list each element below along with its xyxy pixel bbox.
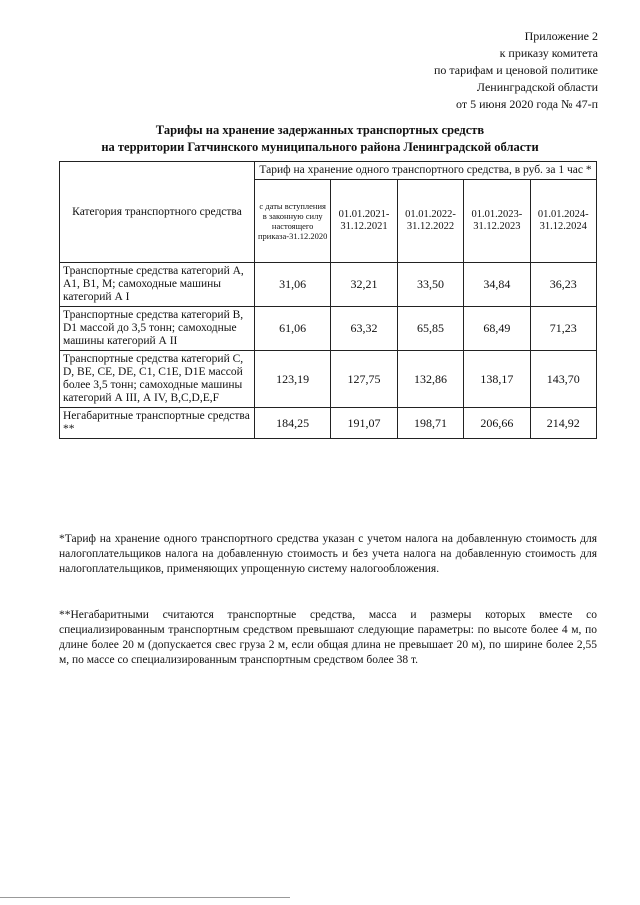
tariff-cell: 191,07 [331,408,397,439]
category-cell: Транспортные средства категорий А, А1, В1, М; самоходные машины категорий А I [60,263,255,307]
period-header: 01.01.2022-31.12.2022 [397,180,463,263]
tariff-cell: 214,92 [530,408,596,439]
category-cell: Негабаритные транспортные средства ** [60,408,255,439]
tariff-cell: 184,25 [255,408,331,439]
footnote-vat: *Тариф на хранение одного транспортного средства указан с учетом налога на добавленную стоимость для налогоплательщиков налога на добавленную стоимость и без учета налога на добавленную стоимость для налогоплательщиков, применяющих упрощенную систему налогообложения. [59,532,597,575]
appendix-line: от 5 июня 2020 года № 47-п [456,97,598,111]
appendix-header [398,28,598,113]
category-cell: Транспортные средства категорий С, D, ВЕ, СЕ, DE, С1, С1Е, D1E массой более 3,5 тонн; самоходные машины категорий А III, А IV, В,С,D,Е,F [60,351,255,408]
tariff-cell: 61,06 [255,307,331,351]
appendix-line: Ленинградской области [476,80,598,94]
period-header: с даты вступления в законную силу настоящего приказа-31.12.2020 [255,180,331,263]
tariff-cell: 198,71 [397,408,463,439]
tariff-cell: 123,19 [255,351,331,408]
tariff-cell: 206,66 [464,408,530,439]
period-header: 01.01.2024-31.12.2024 [530,180,596,263]
table-row [60,408,597,439]
tariff-column-header: Тариф на хранение одного транспортного средства, в руб. за 1 час * [255,162,597,180]
table-row [60,307,597,351]
tariff-cell: 71,23 [530,307,596,351]
tariff-cell: 34,84 [464,263,530,307]
tariff-cell: 65,85 [397,307,463,351]
period-header: 01.01.2021-31.12.2021 [331,180,397,263]
tariff-cell: 33,50 [397,263,463,307]
tariff-cell: 31,06 [255,263,331,307]
tariff-cell: 127,75 [331,351,397,408]
tariff-cell: 68,49 [464,307,530,351]
document-title [70,122,570,156]
table-row [60,263,597,307]
period-header: 01.01.2023-31.12.2023 [464,180,530,263]
tariff-cell: 138,17 [464,351,530,408]
tariff-table [59,161,597,439]
tariff-cell: 32,21 [331,263,397,307]
appendix-line: Приложение 2 [524,29,598,43]
tariff-cell: 36,23 [530,263,596,307]
footer-divider [0,897,290,898]
category-column-header: Категория транспортного средства [60,162,255,263]
title-line-2: на территории Гатчинского муниципального района Ленинградской области [101,140,539,154]
table-header-row [60,162,597,180]
tariff-cell: 63,32 [331,307,397,351]
table-row [60,351,597,408]
title-line-1: Тарифы на хранение задержанных транспортных средств [155,123,485,137]
category-cell: Транспортные средства категорий В, D1 массой до 3,5 тонн; самоходные машины категорий А II [60,307,255,351]
tariff-cell: 143,70 [530,351,596,408]
appendix-line: по тарифам и ценовой политике [433,63,598,77]
tariff-cell: 132,86 [397,351,463,408]
footnote-oversize: **Негабаритными считаются транспортные средства, масса и размеры которых вместе со специализированным транспортным средством превышают следующие параметры: по высоте более 4 м, по длине более 20 м (допускается свес груза 2 м, если общая длина не превышает 20 м), по ширине более 2,55 м, по массе со специализированным транспортным средством более 38 т. [59,608,597,666]
appendix-line: к приказу комитета [499,46,598,60]
